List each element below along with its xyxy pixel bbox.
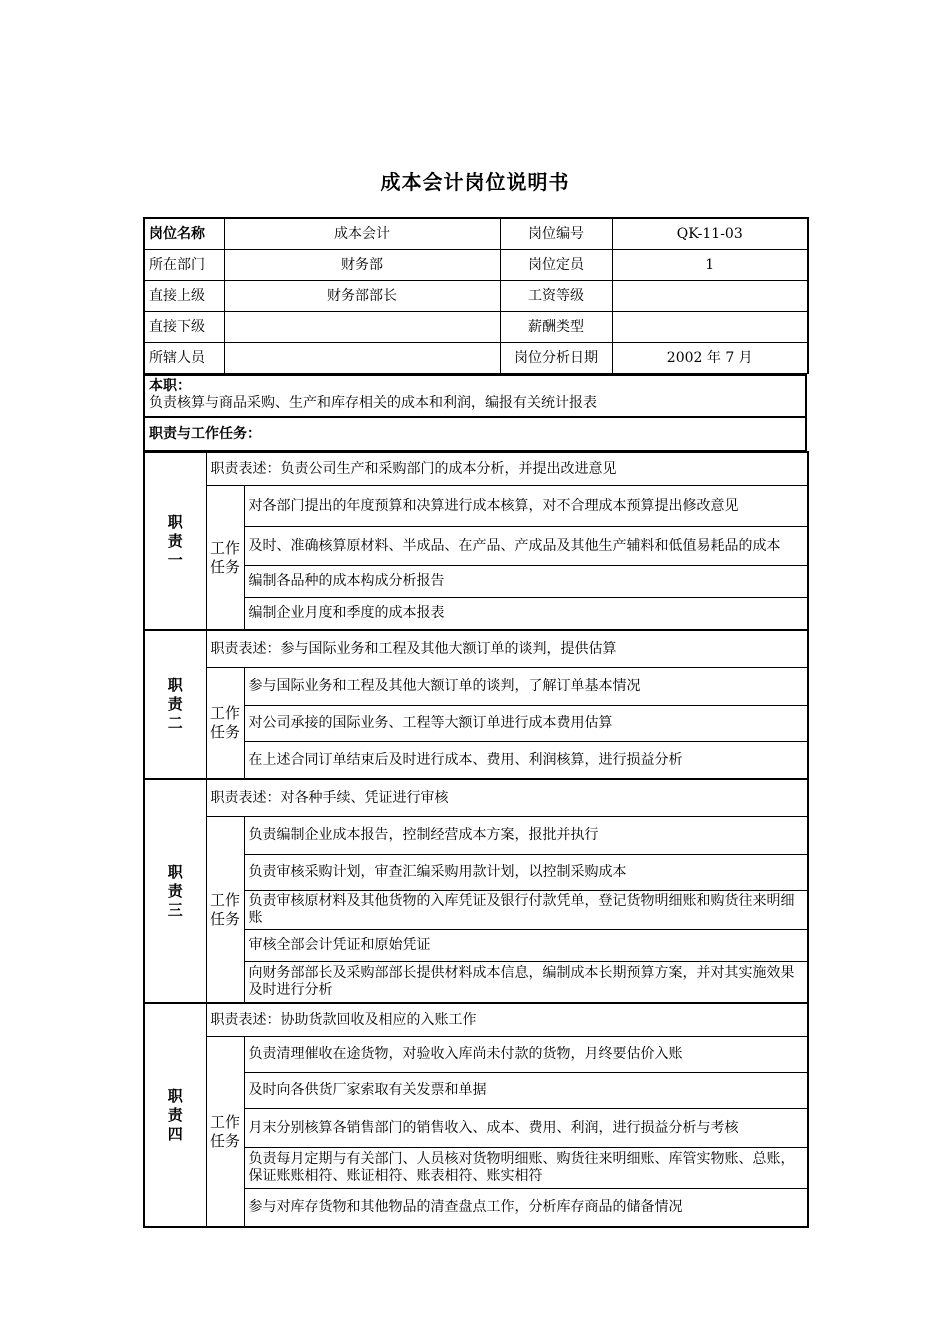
- job-description-form: [143, 217, 807, 1228]
- duty-description-row: [144, 779, 808, 817]
- task-row: [144, 817, 808, 855]
- task-row: [144, 668, 808, 706]
- duty-description: 职责表述：负责公司生产和采购部门的成本分析，并提出改进意见: [206, 452, 808, 486]
- task-row: [144, 891, 808, 930]
- info-label: 所在部门: [144, 250, 224, 281]
- task-label-line: 任务: [209, 1131, 240, 1150]
- task-row: [144, 855, 808, 891]
- info-value: 财务部部长: [224, 281, 500, 312]
- task-item: 负责审核原材料及其他货物的入库凭证及银行付款凭单，登记货物明细账和购货往来明细账: [244, 891, 808, 930]
- task-item: 负责审核采购计划，审查汇编采购用款计划，以控制采购成本: [244, 855, 808, 891]
- task-row: [144, 566, 808, 598]
- duty-description: 职责表述：对各种手续、凭证进行审核: [206, 779, 808, 817]
- task-item: 负责编制企业成本报告，控制经营成本方案，报批并执行: [244, 817, 808, 855]
- page-title: 成本会计岗位说明书: [380, 170, 570, 194]
- info-label: 薪酬类型: [500, 312, 612, 343]
- info-row: [144, 312, 808, 343]
- task-label-line: 工作: [209, 890, 240, 909]
- task-row: [144, 962, 808, 1004]
- duty-description-row: [144, 630, 808, 668]
- task-label-line: 任务: [209, 909, 240, 928]
- task-item: 及时向各供货厂家索取有关发票和单据: [244, 1073, 808, 1109]
- task-label-line: 任务: [209, 723, 240, 741]
- info-value: 成本会计: [224, 218, 500, 250]
- duty-name-char: 职: [167, 512, 183, 531]
- task-item: 负责每月定期与有关部门、人员核对货物明细账、购货往来明细账、库管实物账、总账，保证账账相符、账证相符、账表相符、账实相符: [244, 1148, 808, 1189]
- task-label-line: 工作: [209, 538, 240, 557]
- info-label: 岗位名称: [144, 218, 224, 250]
- info-value: [612, 281, 808, 312]
- info-value: [224, 343, 500, 374]
- info-label: 直接下级: [144, 312, 224, 343]
- duty-name-char: 一: [167, 550, 183, 569]
- task-label-line: 工作: [209, 1112, 240, 1131]
- info-label: 岗位编号: [500, 218, 612, 250]
- info-row: [144, 250, 808, 281]
- task-item: 编制企业月度和季度的成本报表: [244, 598, 808, 631]
- task-item: 及时、准确核算原材料、半成品、在产品、产成品及其他生产辅料和低值易耗品的成本: [244, 527, 808, 566]
- info-table: [143, 217, 809, 374]
- duties-header-label: 职责与工作任务：: [149, 425, 261, 442]
- task-row: [144, 527, 808, 566]
- duty-name-char: 责: [167, 1105, 183, 1124]
- duty-name-char: 责: [167, 695, 183, 713]
- task-label: [206, 668, 244, 780]
- task-item: 参与对库存货物和其他物品的清查盘点工作，分析库存商品的储备情况: [244, 1189, 808, 1228]
- task-item: 向财务部部长及采购部部长提供材料成本信息，编制成本长期预算方案，并对其实施效果及时进行分析: [244, 962, 808, 1004]
- task-row: [144, 486, 808, 527]
- task-row: [144, 930, 808, 962]
- duty-description: 职责表述：协助货款回收及相应的入账工作: [206, 1003, 808, 1037]
- task-item: 编制各品种的成本构成分析报告: [244, 566, 808, 598]
- info-label: 直接上级: [144, 281, 224, 312]
- duty-name-char: 责: [167, 531, 183, 550]
- task-item: 在上述合同订单结束后及时进行成本、费用、利润核算，进行损益分析: [244, 742, 808, 780]
- duty-description: 职责表述：参与国际业务和工程及其他大额订单的谈判，提供估算: [206, 630, 808, 668]
- info-label: 岗位定员: [500, 250, 612, 281]
- duty-description-row: [144, 452, 808, 486]
- task-row: [144, 706, 808, 742]
- task-row: [144, 742, 808, 780]
- info-row: [144, 343, 808, 374]
- info-value: [612, 312, 808, 343]
- duties-header: [144, 417, 806, 451]
- duties-table: [143, 451, 809, 1228]
- task-label-line: 工作: [209, 704, 240, 722]
- task-label-line: 任务: [209, 557, 240, 576]
- info-value: QK-11-03: [612, 218, 808, 250]
- duty-name: [144, 452, 206, 630]
- duty-name-char: 职: [167, 1086, 183, 1105]
- role-text: 负责核算与商品采购、生产和库存相关的成本和利润，编报有关统计报表: [149, 395, 597, 411]
- task-row: [144, 1189, 808, 1228]
- role-table: [143, 374, 807, 451]
- task-item: 对公司承接的国际业务、工程等大额订单进行成本费用估算: [244, 706, 808, 742]
- task-label: [206, 817, 244, 1004]
- task-label: [206, 486, 244, 631]
- task-item: 月末分别核算各销售部门的销售收入、成本、费用、利润，进行损益分析与考核: [244, 1109, 808, 1148]
- task-label: [206, 1037, 244, 1228]
- duty-name-char: 责: [167, 881, 183, 900]
- info-label: 岗位分析日期: [500, 343, 612, 374]
- info-label: 工资等级: [500, 281, 612, 312]
- task-row: [144, 1037, 808, 1073]
- info-value: [224, 312, 500, 343]
- info-value: 2002 年 7 月: [612, 343, 808, 374]
- task-item: 参与国际业务和工程及其他大额订单的谈判，了解订单基本情况: [244, 668, 808, 706]
- info-value: 1: [612, 250, 808, 281]
- info-row: [144, 281, 808, 312]
- duty-name: [144, 779, 206, 1003]
- info-label: 所辖人员: [144, 343, 224, 374]
- duty-name-char: 三: [167, 900, 183, 919]
- task-item: 审核全部会计凭证和原始凭证: [244, 930, 808, 962]
- duty-name-char: 职: [167, 862, 183, 881]
- task-row: [144, 598, 808, 631]
- duty-name: [144, 1003, 206, 1227]
- task-row: [144, 1148, 808, 1189]
- info-value: 财务部: [224, 250, 500, 281]
- duty-name-char: 职: [167, 676, 183, 694]
- role-section: [144, 375, 806, 417]
- task-row: [144, 1073, 808, 1109]
- task-item: 负责清理催收在途货物，对验收入库尚未付款的货物，月终要估价入账: [244, 1037, 808, 1073]
- duty-name-char: 四: [167, 1124, 183, 1143]
- role-label: 本职：: [149, 378, 191, 394]
- duty-name: [144, 630, 206, 779]
- task-row: [144, 1109, 808, 1148]
- task-item: 对各部门提出的年度预算和决算进行成本核算，对不合理成本预算提出修改意见: [244, 486, 808, 527]
- info-row: [144, 218, 808, 250]
- duty-description-row: [144, 1003, 808, 1037]
- duty-name-char: 二: [167, 714, 183, 732]
